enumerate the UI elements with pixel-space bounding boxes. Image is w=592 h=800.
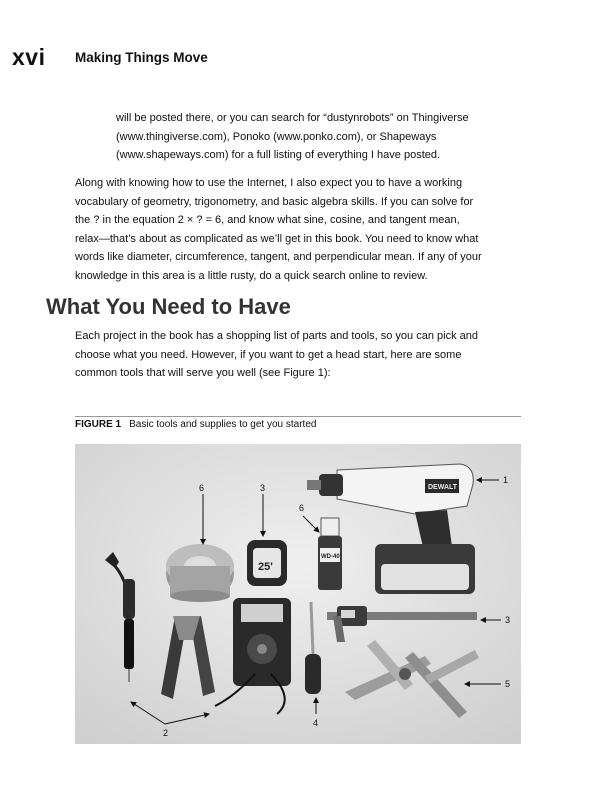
duct-tape-image: [166, 544, 234, 602]
figure-caption-text: Basic tools and supplies to get you started: [129, 419, 317, 430]
callout-5-multitool: 5: [505, 679, 511, 689]
callout-6-lubricant: 6: [299, 503, 305, 513]
paragraph-3: [75, 327, 478, 383]
paragraph-2-line: relax—that’s about as complicated as we’ll get in this book. You need to know what: [75, 232, 479, 245]
tape-measure-image: [247, 540, 287, 586]
lubricant-can-image: [318, 518, 342, 590]
paragraph-2-line: vocabulary of geometry, trigonometry, and basic algebra skills. If you can solve for: [75, 195, 474, 208]
figure-caption: [75, 419, 316, 430]
tools-photo-illustration: [75, 444, 521, 744]
callout-6-duct-tape: 6: [199, 483, 205, 493]
callout-2-soldering: 2: [163, 728, 169, 738]
paragraph-2-line: knowledge in this area is a little rusty, do a quick search online to review.: [75, 269, 428, 282]
paragraph-2-line: the ? in the equation 2 × ? = 6, and know what sine, cosine, and tangent mean,: [75, 214, 460, 226]
page-number: xvi: [12, 44, 46, 70]
running-head-title: Making Things Move: [75, 50, 208, 65]
tools-photo: [75, 444, 521, 744]
drill-brand-label: DEWALT: [428, 484, 458, 491]
paragraph-3-line: Each project in the book has a shopping list of parts and tools, so you can pick and: [75, 330, 478, 342]
section-heading: What You Need to Have: [46, 294, 291, 319]
callout-4-screwdriver: 4: [313, 718, 319, 728]
callout-3-calipers: 3: [505, 615, 511, 625]
paragraph-1: [116, 109, 469, 165]
paragraph-2-line: Along with knowing how to use the Internet, I also expect you to have a working: [75, 177, 463, 189]
figure-top-rule: [75, 416, 521, 417]
tape-measure-size-label: 25': [258, 561, 273, 573]
lubricant-brand-label: WD-40: [321, 554, 340, 560]
callout-1-drill: 1: [503, 475, 509, 485]
paragraph-2-line: words like diameter, circumference, tangent, and perpendicular mean. If any of your: [75, 251, 482, 263]
paragraph-1-line: will be posted there, or you can search for “dustynrobots” on Thingiverse: [116, 112, 469, 124]
paragraph-3-line: common tools that will serve you well (see Figure 1):: [75, 367, 331, 379]
paragraph-2: [75, 174, 482, 285]
callout-3-tape-measure: 3: [260, 483, 266, 493]
paragraph-1-line: (www.thingiverse.com), Ponoko (www.ponko.com), or Shapeways: [116, 130, 437, 143]
paragraph-3-line: choose what you need. However, if you want to get a head start, here are some: [75, 348, 462, 361]
paragraph-1-line: (www.shapeways.com) for a full listing of everything I have posted.: [116, 149, 441, 161]
figure-label: FIGURE 1: [75, 419, 122, 430]
